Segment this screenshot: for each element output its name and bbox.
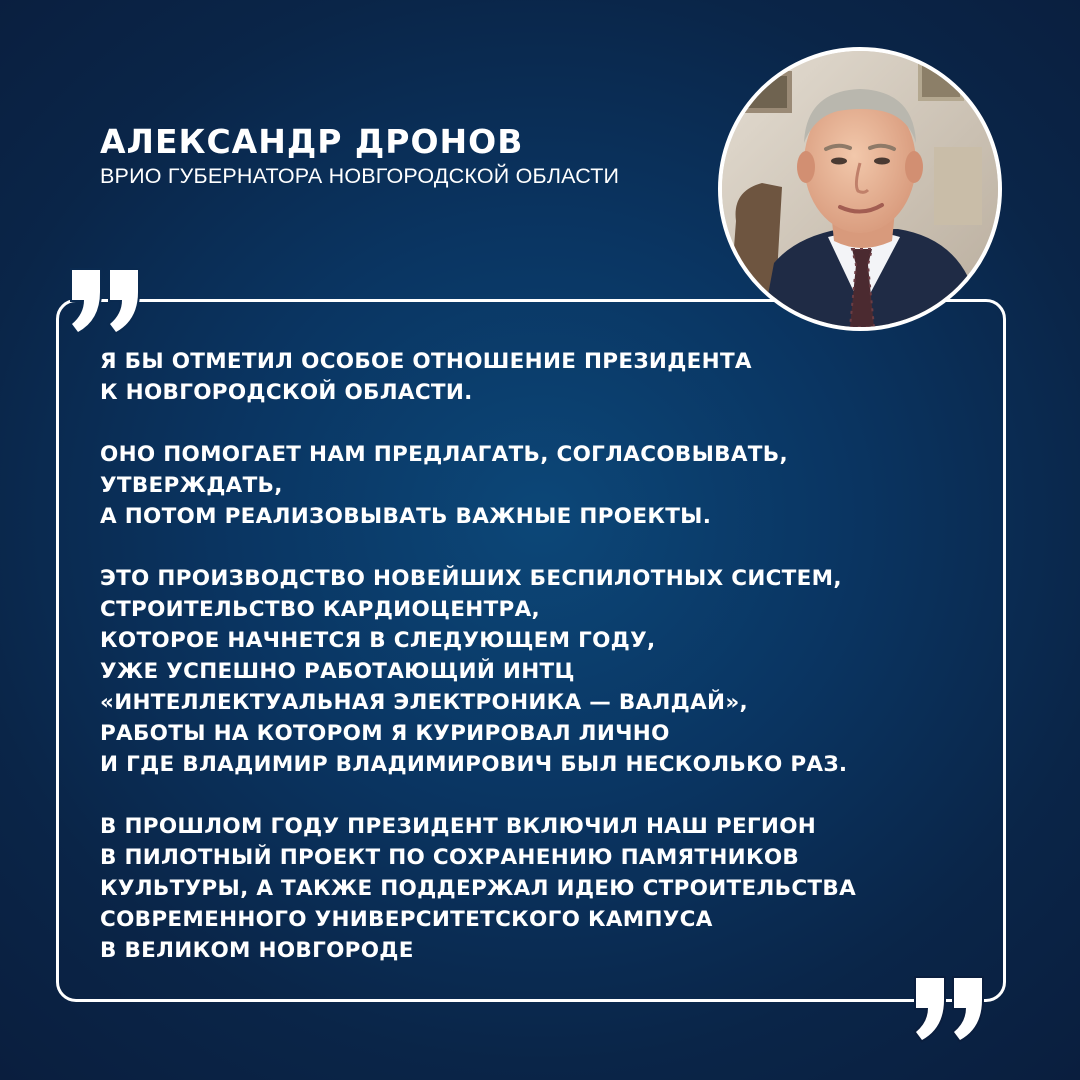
quote-line: В ПРОШЛОМ ГОДУ ПРЕЗИДЕНТ ВКЛЮЧИЛ НАШ РЕГИОН (100, 814, 817, 839)
quote-line: СТРОИТЕЛЬСТВО КАРДИОЦЕНТРА, (100, 597, 541, 622)
quote-open-icon (64, 266, 146, 338)
quote-line: И ГДЕ ВЛАДИМИР ВЛАДИМИРОВИЧ БЫЛ НЕСКОЛЬКО РАЗ. (100, 752, 848, 777)
quote-line: Я БЫ ОТМЕТИЛ ОСОБОЕ ОТНОШЕНИЕ ПРЕЗИДЕНТА (100, 349, 752, 374)
quote-line: УТВЕРЖДАТЬ, (100, 473, 283, 498)
quote-line: РАБОТЫ НА КОТОРОМ Я КУРИРОВАЛ ЛИЧНО (100, 721, 670, 746)
quote-line: К НОВГОРОДСКОЙ ОБЛАСТИ. (100, 380, 473, 405)
speaker-photo (718, 47, 1002, 331)
quote-line: ЭТО ПРОИЗВОДСТВО НОВЕЙШИХ БЕСПИЛОТНЫХ СИСТЕМ, (100, 566, 842, 591)
quote-line: УЖЕ УСПЕШНО РАБОТАЮЩИЙ ИНТЦ (100, 659, 575, 684)
quote-text (100, 346, 960, 966)
portrait-photo (722, 51, 998, 327)
speaker-name: АЛЕКСАНДР ДРОНОВ (100, 122, 524, 161)
quote-paragraph (100, 346, 960, 408)
quote-paragraph (100, 811, 960, 966)
quote-line: СОВРЕМЕННОГО УНИВЕРСИТЕТСКОГО КАМПУСА (100, 907, 713, 932)
quote-line: КУЛЬТУРЫ, А ТАКЖЕ ПОДДЕРЖАЛ ИДЕЮ СТРОИТЕЛЬСТВА (100, 876, 857, 901)
quote-line: КОТОРОЕ НАЧНЕТСЯ В СЛЕДУЮЩЕМ ГОДУ, (100, 628, 656, 653)
quote-line: В ПИЛОТНЫЙ ПРОЕКТ ПО СОХРАНЕНИЮ ПАМЯТНИКОВ (100, 845, 800, 870)
quote-line: В ВЕЛИКОМ НОВГОРОДЕ (100, 938, 414, 963)
speaker-header (100, 122, 619, 189)
quote-paragraph (100, 563, 960, 780)
quote-close-icon (908, 974, 990, 1046)
quote-line: ОНО ПОМОГАЕТ НАМ ПРЕДЛАГАТЬ, СОГЛАСОВЫВАТЬ, (100, 442, 788, 467)
quote-paragraph (100, 439, 960, 532)
speaker-title: ВРИО ГУБЕРНАТОРА НОВГОРОДСКОЙ ОБЛАСТИ (100, 164, 620, 188)
quote-line: А ПОТОМ РЕАЛИЗОВЫВАТЬ ВАЖНЫЕ ПРОЕКТЫ. (100, 504, 712, 529)
quote-line: «ИНТЕЛЛЕКТУАЛЬНАЯ ЭЛЕКТРОНИКА — ВАЛДАЙ», (100, 690, 748, 715)
